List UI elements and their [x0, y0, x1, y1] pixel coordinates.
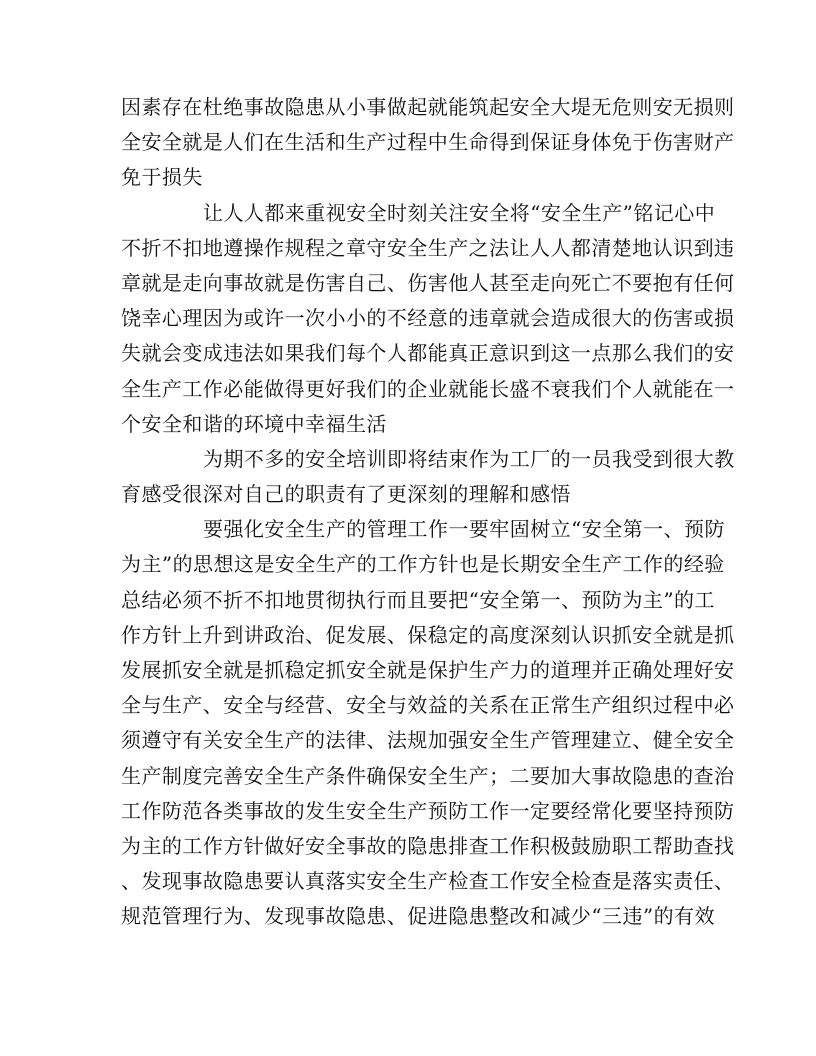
text-line: 规范管理行为、发现事故隐患、促进隐患整改和减少“三违”的有效 [121, 904, 715, 929]
text-line: 全与生产、安全与经营、安全与效益的关系在正常生产组织过程中必 [121, 693, 735, 718]
text-line: 不折不扣地遵操作规程之章守安全生产之法让人人都清楚地认识到违 [121, 235, 735, 260]
text-line: 为主”的思想这是安全生产的工作方针也是长期安全生产工作的经验 [121, 552, 725, 577]
text-line: 饶幸心理因为或许一次小小的不经意的违章就会造成很大的伤害或损 [121, 306, 735, 331]
paragraph-first-line: 让人人都来重视安全时刻关注安全将“安全生产”铭记心中 [203, 200, 716, 225]
text-line: 失就会变成违法如果我们每个人都能真正意识到这一点那么我们的安 [121, 341, 735, 366]
paragraph-first-line: 为期不多的安全培训即将结束作为工厂的一员我受到很大教 [203, 446, 735, 471]
text-line: 免于损失 [121, 165, 203, 190]
text-line: 发展抓安全就是抓稳定抓安全就是保护生产力的道理并正确处理好安 [121, 658, 735, 682]
text-line: 全安全就是人们在生活和生产过程中生命得到保证身体免于伤害财产 [121, 130, 735, 155]
text-line: 章就是走向事故就是伤害自己、伤害他人甚至走向死亡不要抱有任何 [121, 270, 735, 295]
text-line: 育感受很深对自己的职责有了更深刻的理解和感悟 [121, 482, 571, 507]
document-body [121, 90, 735, 935]
text-line: 作方针上升到讲政治、促发展、保稳定的高度深刻认识抓安全就是抓 [121, 622, 735, 647]
text-line: 因素存在杜绝事故隐患从小事做起就能筑起安全大堤无危则安无损则 [121, 95, 735, 119]
text-line: 、发现事故隐患要认真落实安全生产检查工作安全检查是落实责任、 [121, 869, 735, 894]
text-line: 生产制度完善安全生产条件确保安全生产；二要加大事故隐患的查治 [121, 763, 735, 788]
text-line: 全生产工作必能做得更好我们的企业就能长盛不衰我们个人就能在一 [121, 376, 735, 401]
paragraph-first-line: 要强化安全生产的管理工作一要牢固树立“安全第一、预防 [203, 517, 725, 542]
text-line: 总结必须不折不扣地贯彻执行而且要把“安全第一、预防为主”的工 [121, 587, 715, 612]
text-line: 个安全和谐的环境中幸福生活 [121, 411, 387, 436]
text-line: 须遵守有关安全生产的法律、法规加强安全生产管理建立、健全安全 [121, 728, 735, 753]
text-line: 为主的工作方针做好安全事故的隐患排查工作积极鼓励职工帮助查找 [121, 833, 735, 858]
text-line: 工作防范各类事故的发生安全生产预防工作一定要经常化要坚持预防 [121, 798, 735, 823]
